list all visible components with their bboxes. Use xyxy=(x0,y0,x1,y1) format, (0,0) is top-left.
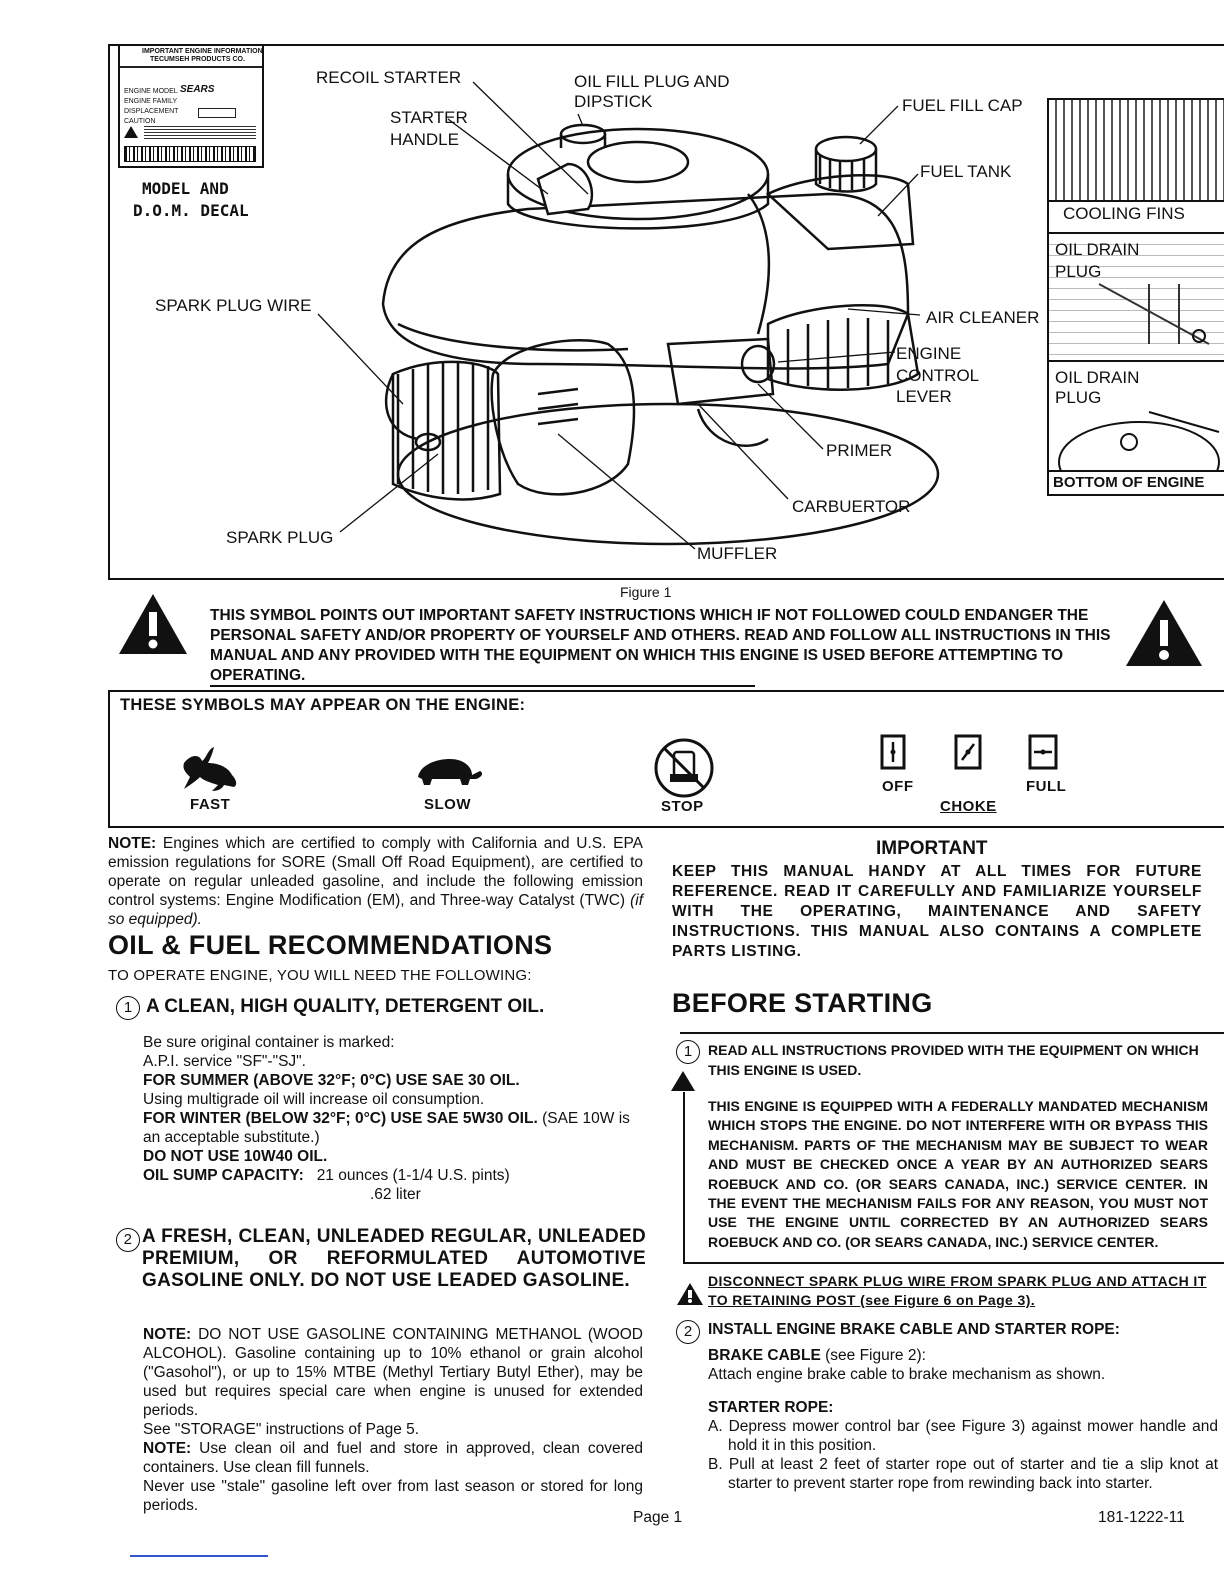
oil-winter: FOR WINTER (BELOW 32°F; 0°C) USE SAE 5W30 OIL. xyxy=(143,1110,538,1127)
label-starter-handle: STARTER xyxy=(390,108,468,127)
decal-line: ENGINE FAMILY xyxy=(124,98,178,105)
sump-label: OIL SUMP CAPACITY: xyxy=(143,1167,304,1184)
document-number: 181-1222-11 xyxy=(1098,1509,1185,1526)
fuel-note2-label: NOTE: xyxy=(143,1440,192,1457)
brake-text: Attach engine brake cable to brake mechanism as shown. xyxy=(708,1366,1106,1383)
item1-heading xyxy=(116,996,544,1020)
label-recoil-starter: RECOIL STARTER xyxy=(316,68,462,87)
label-fuel-tank: FUEL TANK xyxy=(920,162,1012,181)
decal-line: TECUMSEH PRODUCTS CO. xyxy=(150,56,245,63)
choke-off-icon xyxy=(880,734,906,770)
label-fuel-fill-cap: FUEL FILL CAP xyxy=(902,96,1023,115)
symbol-fast-label: FAST xyxy=(190,796,231,813)
warning-icon-mechanism xyxy=(670,1070,696,1092)
warning-icon-right xyxy=(1124,598,1204,668)
oil-donot: DO NOT USE 10W40 OIL. xyxy=(143,1148,328,1165)
choke-full-icon xyxy=(1028,734,1060,770)
label-spark-plug-wire: SPARK PLUG WIRE xyxy=(155,296,312,315)
oil-summer: FOR SUMMER (ABOVE 32°F; 0°C) USE SAE 30 OIL. xyxy=(143,1072,520,1089)
note-text: Engines which are certified to comply with California and U.S. EPA emission regulations for SORE (Small Off Road Equipment), are certified to operate on regular unleaded gasoline, and include the following emission control systems: Engine Modification (EM), and Three-way Catalyst (TWC) xyxy=(108,835,643,909)
label-dipstick: DIPSTICK xyxy=(574,92,653,111)
rope-step-b: B. Pull at least 2 feet of starter rope out of starter and tie a slip knot at starter to prevent starter rope from rewinding back into starter. xyxy=(708,1456,1218,1492)
decal-line: IMPORTANT ENGINE INFORMATION xyxy=(142,48,263,55)
brake-label: BRAKE CABLE xyxy=(708,1347,821,1364)
label-oil-drain-2: OIL DRAIN xyxy=(1055,368,1140,387)
warning-icon-left xyxy=(117,592,189,656)
item2-heading xyxy=(116,1226,646,1292)
step2 xyxy=(676,1320,1216,1340)
symbols-heading: THESE SYMBOLS MAY APPEAR ON THE ENGINE: xyxy=(120,696,526,714)
label-oil-drain-plug-2: PLUG xyxy=(1055,388,1102,407)
oil-winter-2: (SAE 10W is an acceptable substitute.) xyxy=(143,1110,630,1146)
important-heading: IMPORTANT xyxy=(876,838,988,859)
inset-oil-drain-plug-1 xyxy=(1047,232,1224,362)
oil-fuel-subheading: TO OPERATE ENGINE, YOU WILL NEED THE FOLLOWING: xyxy=(108,967,532,984)
label-carburetor: CARBUERTOR xyxy=(792,497,911,516)
inset-cooling-fins xyxy=(1047,98,1224,234)
fuel-note1: DO NOT USE GASOLINE CONTAINING METHANOL (WOOD ALCOHOL). Gasoline containing up to 10% ethanol or grain alcohol ("Gasohol"), or up to 15% MTBE (Methyl Tertiary Butyl Ether), may be used but requires special care when engine is unused for extended periods. xyxy=(143,1326,643,1419)
rabbit-icon xyxy=(178,745,242,793)
starter-rope-steps xyxy=(708,1417,1218,1493)
carburetor-shape xyxy=(668,339,773,404)
label-engine-control: ENGINE xyxy=(896,344,962,363)
decal-brand: SEARS xyxy=(180,84,215,95)
starter-rope-label: STARTER ROPE: xyxy=(708,1399,834,1416)
fuel-note2: Use clean oil and fuel and store in approved, clean covered containers. Use clean fill funnels. xyxy=(143,1440,643,1476)
page-number: Page 1 xyxy=(633,1509,683,1526)
decal-caption-1: MODEL AND xyxy=(142,179,229,198)
step2-number-icon: 2 xyxy=(676,1320,700,1344)
decal-line: DISPLACEMENT xyxy=(124,108,179,115)
label-engine-control-2: CONTROL xyxy=(896,366,980,385)
symbol-slow-label: SLOW xyxy=(424,796,471,813)
item2-title: A FRESH, CLEAN, UNLEADED REGULAR, UNLEADED PREMIUM, OR REFORMULATED AUTOMOTIVE GASOLINE ONLY. DO NOT USE LEADED GASOLINE. xyxy=(142,1226,646,1291)
turtle-icon xyxy=(410,755,484,787)
oil-instructions xyxy=(143,1033,643,1204)
label-starter-handle-2: HANDLE xyxy=(390,130,459,149)
decal-caption-2: D.O.M. DECAL xyxy=(133,201,249,220)
label-cooling-fins: COOLING FINS xyxy=(1063,204,1185,223)
footer-rule xyxy=(130,1555,268,1557)
before-starting-heading: BEFORE STARTING xyxy=(672,988,933,1018)
item1-title: A CLEAN, HIGH QUALITY, DETERGENT OIL. xyxy=(146,996,545,1017)
inset-oil-drain-plug-2 xyxy=(1047,360,1224,496)
oil-line-2: A.P.I. service "SF"-"SJ". xyxy=(143,1053,306,1070)
step1-text: READ ALL INSTRUCTIONS PROVIDED WITH THE EQUIPMENT ON WHICH THIS ENGINE IS USED. xyxy=(708,1042,1199,1078)
figure-caption: Figure 1 xyxy=(620,584,672,600)
mechanism-warning: THIS ENGINE IS EQUIPPED WITH A FEDERALLY MANDATED MECHANISM WHICH STOPS THE ENGINE. DO NOT INTERFERE WITH OR BYPASS THIS MECHANISM. PARTS OF THE MECHANISM MAY BE SUBJECT TO WEAR AND MUST BE CHECKED ONCE A YEAR BY AN AUTHORIZED SEARS ROEBUCK AND CO. (OR SEARS CANADA, INC.) SERVICE CENTER. IN THE EVENT THE MECHANISM FAILS FOR ANY REASON, YOU MUST NOT USE THE ENGINE UNTIL CORRECTED BY AN AUTHORIZED SEARS ROEBUCK AND CO. (OR SEARS CANADA, INC.) SERVICE CENTER. xyxy=(708,1098,1208,1250)
fuel-note1-label: NOTE: xyxy=(143,1326,192,1343)
label-oil-drain-plug-1: PLUG xyxy=(1055,262,1102,281)
step2-title: INSTALL ENGINE BRAKE CABLE AND STARTER ROPE: xyxy=(708,1321,1120,1338)
disconnect-warning: DISCONNECT SPARK PLUG WIRE FROM SPARK PLUG AND ATTACH IT TO RETAINING POST (see Figure 6 on Page 3). xyxy=(708,1273,1207,1308)
sump-liter: .62 liter xyxy=(370,1186,421,1203)
label-oil-drain-1: OIL DRAIN xyxy=(1055,240,1140,259)
choke-label: CHOKE xyxy=(940,798,997,815)
symbol-stop-label: STOP xyxy=(661,798,704,815)
decal-line: CAUTION xyxy=(124,118,156,125)
note-italic: (if so equipped). xyxy=(108,892,644,928)
oil-line-1: Be sure original container is marked: xyxy=(143,1034,395,1051)
oil-multigrade: Using multigrade oil will increase oil consumption. xyxy=(143,1091,485,1108)
important-text: KEEP THIS MANUAL HANDY AT ALL TIMES FOR FUTURE REFERENCE. READ IT CAREFULLY AND FAMILIARIZE YOURSELF WITH THE OPERATING, MAINTENANCE AND SAFETY INSTRUCTIONS. THIS MANUAL ALSO CONTAINS A COMPLETE PARTS LISTING. xyxy=(672,863,1202,960)
oil-fuel-heading: OIL & FUEL RECOMMENDATIONS xyxy=(108,930,553,960)
safety-statement: THIS SYMBOL POINTS OUT IMPORTANT SAFETY INSTRUCTIONS WHICH IF NOT FOLLOWED COULD ENDANGER THE PERSONAL SAFETY AND/OR PROPERTY OF YOURSELF AND OTHERS. READ AND FOLLOW ALL INSTRUCTIONS IN THIS MANUAL AND ANY PROVIDED WITH THE EQUIPMENT ON WHICH THIS ENGINE IS USED BEFORE ATTEMPTING TO OPERATING. xyxy=(210,607,1111,684)
cylinder-fins-shape xyxy=(393,362,500,500)
label-air-cleaner: AIR CLEANER xyxy=(926,308,1040,327)
label-engine-control-3: LEVER xyxy=(896,387,952,406)
note-label: NOTE: xyxy=(108,835,157,852)
label-spark-plug: SPARK PLUG xyxy=(226,528,334,547)
label-oil-fill: OIL FILL PLUG AND xyxy=(574,72,730,91)
fuel-stale: Never use "stale" gasoline left over from last season or stored for long periods. xyxy=(143,1478,643,1514)
rope-step-a: A. Depress mower control bar (see Figure 3) against mower handle and hold it in this position. xyxy=(708,1418,1218,1454)
decal-line: ENGINE MODEL xyxy=(124,88,178,95)
engine-base xyxy=(398,404,938,544)
choke-partial-icon xyxy=(954,734,984,770)
emission-note xyxy=(108,834,643,929)
step1 xyxy=(676,1040,1206,1080)
fuel-notes xyxy=(143,1325,643,1515)
step1-number-icon: 1 xyxy=(676,1040,700,1064)
label-primer: PRIMER xyxy=(826,441,893,460)
choke-off-label: OFF xyxy=(882,778,914,795)
item2-number-icon: 2 xyxy=(116,1228,140,1252)
sump-value: 21 ounces (1-1/4 U.S. pints) xyxy=(316,1167,510,1184)
stop-icon xyxy=(652,736,716,800)
brake-cable-section xyxy=(708,1346,1218,1384)
fuel-cap-shape xyxy=(816,137,876,161)
item1-number-icon: 1 xyxy=(116,996,140,1020)
fuel-storage: See "STORAGE" instructions of Page 5. xyxy=(143,1421,420,1438)
label-bottom-of-engine: BOTTOM OF ENGINE xyxy=(1053,474,1205,491)
choke-full-label: FULL xyxy=(1026,778,1067,795)
warning-icon-disconnect xyxy=(676,1282,704,1306)
leader-lines xyxy=(318,82,920,549)
brake-ref: (see Figure 2): xyxy=(825,1347,926,1364)
label-muffler: MUFFLER xyxy=(697,544,778,563)
